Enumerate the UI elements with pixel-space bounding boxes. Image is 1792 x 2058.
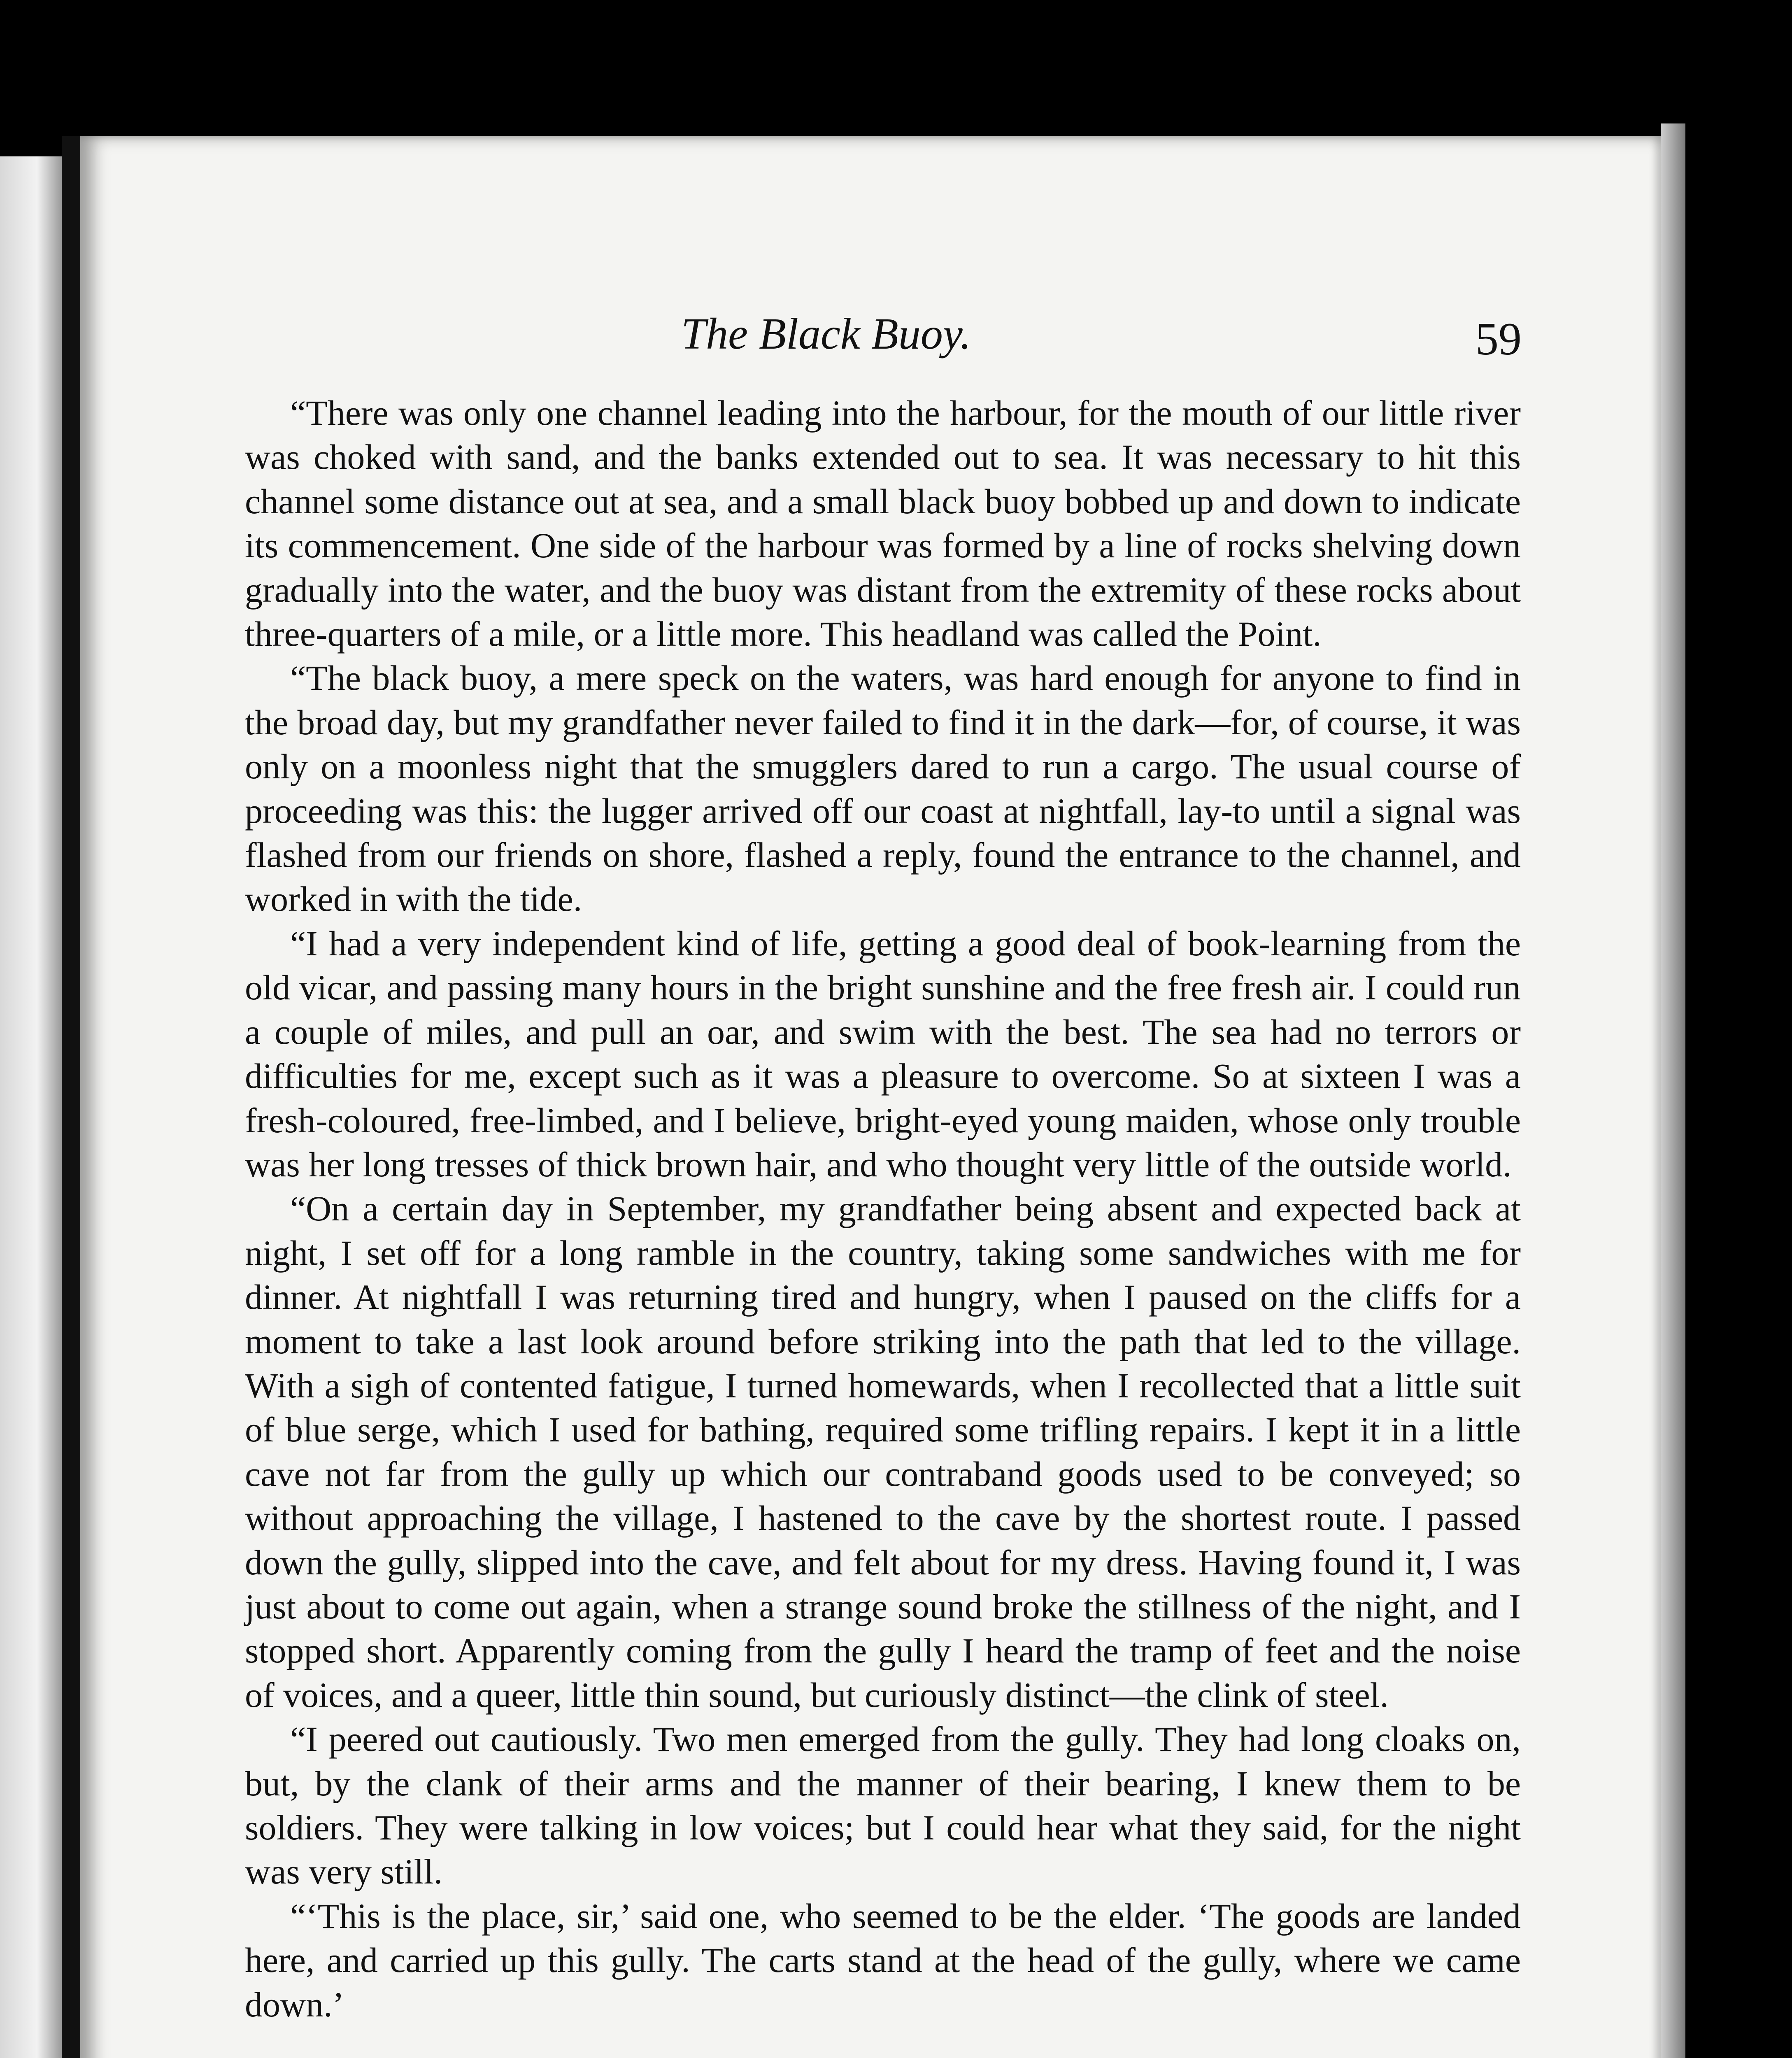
page-stack-edge — [1661, 123, 1685, 2058]
paragraph: “There was only one channel leading into the harbour, for the mouth of our little river was choked with sand, and the banks extended out to sea. It was necessary to hit this channel some distance out at sea, and a small black buoy bobbed up and down to indicate its commencement. One side of the harbour was formed by a line of rocks shelving down gradually into the water, and the buoy was distant from the extremity of these rocks about three-quarters of a mile, or a little more. This headland was called the Point. — [245, 393, 1521, 654]
body-text — [245, 391, 1521, 2027]
page-header — [80, 309, 1661, 370]
running-title: The Black Buoy. — [681, 310, 971, 359]
page-number: 59 — [1475, 314, 1522, 365]
paragraph: “The black buoy, a mere speck on the waters, was hard enough for anyone to find in the broad day, but my grandfather never failed to find it in the dark—for, of course, it was only on a moonless night that the smugglers dared to run a cargo. The usual course of proceeding was this: the lugger arrived off our coast at nightfall, lay-to until a signal was flashed from our friends on shore, flashed a reply, found the entrance to the channel, and worked in with the tide. — [245, 658, 1521, 919]
book-spine-shadow — [62, 136, 80, 2058]
paragraph: “I peered out cautiously. Two men emerged from the gully. They had long cloaks on, but, by the clank of their arms and the manner of their bearing, I knew them to be soldiers. They were talking in low voices; but I could hear what they said, for the night was very still. — [245, 1719, 1521, 1892]
paragraph: “On a certain day in September, my grandfather being absent and expected back at night, I set off for a long ramble in the country, taking some sandwiches with me for dinner. At nightfall I was returning tired and hungry, when I paused on the cliffs for a moment to take a last look around before striking into the path that led to the village. With a sigh of contented fatigue, I turned homewards, when I recollected that a little suit of blue serge, which I used for bathing, required some trifling repairs. I kept it in a little cave not far from the gully up which our contraband goods used to be conveyed; so without approaching the village, I hastened to the cave by the shortest route. I passed down the gully, slipped into the cave, and felt about for my dress. Having found it, I was just about to come out again, when a strange sound broke the stillness of the night, and I stopped short. Apparently coming from the gully I heard the tramp of feet and the noise of voices, and a queer, little thin sound, but curiously distinct—the clink of steel. — [245, 1189, 1521, 1715]
paragraph: “I had a very independent kind of life, getting a good deal of book-learning from the old vicar, and passing many hours in the bright sunshine and the free fresh air. I could run a couple of miles, and pull an oar, and swim with the best. The sea had no terrors or difficulties for me, except such as it was a pleasure to overcome. So at sixteen I was a fresh-coloured, free-limbed, and I believe, bright-eyed young maiden, whose only trouble was her long tresses of thick brown hair, and who thought very little of the outside world. — [245, 923, 1521, 1184]
paragraph: “‘This is the place, sir,’ said one, who seemed to be the elder. ‘The goods are landed here, and carried up this gully. The carts stand at the head of the gully, where we came down.’ — [245, 1896, 1521, 2024]
adjacent-page-edge — [0, 156, 62, 2058]
book-page — [80, 136, 1661, 2058]
